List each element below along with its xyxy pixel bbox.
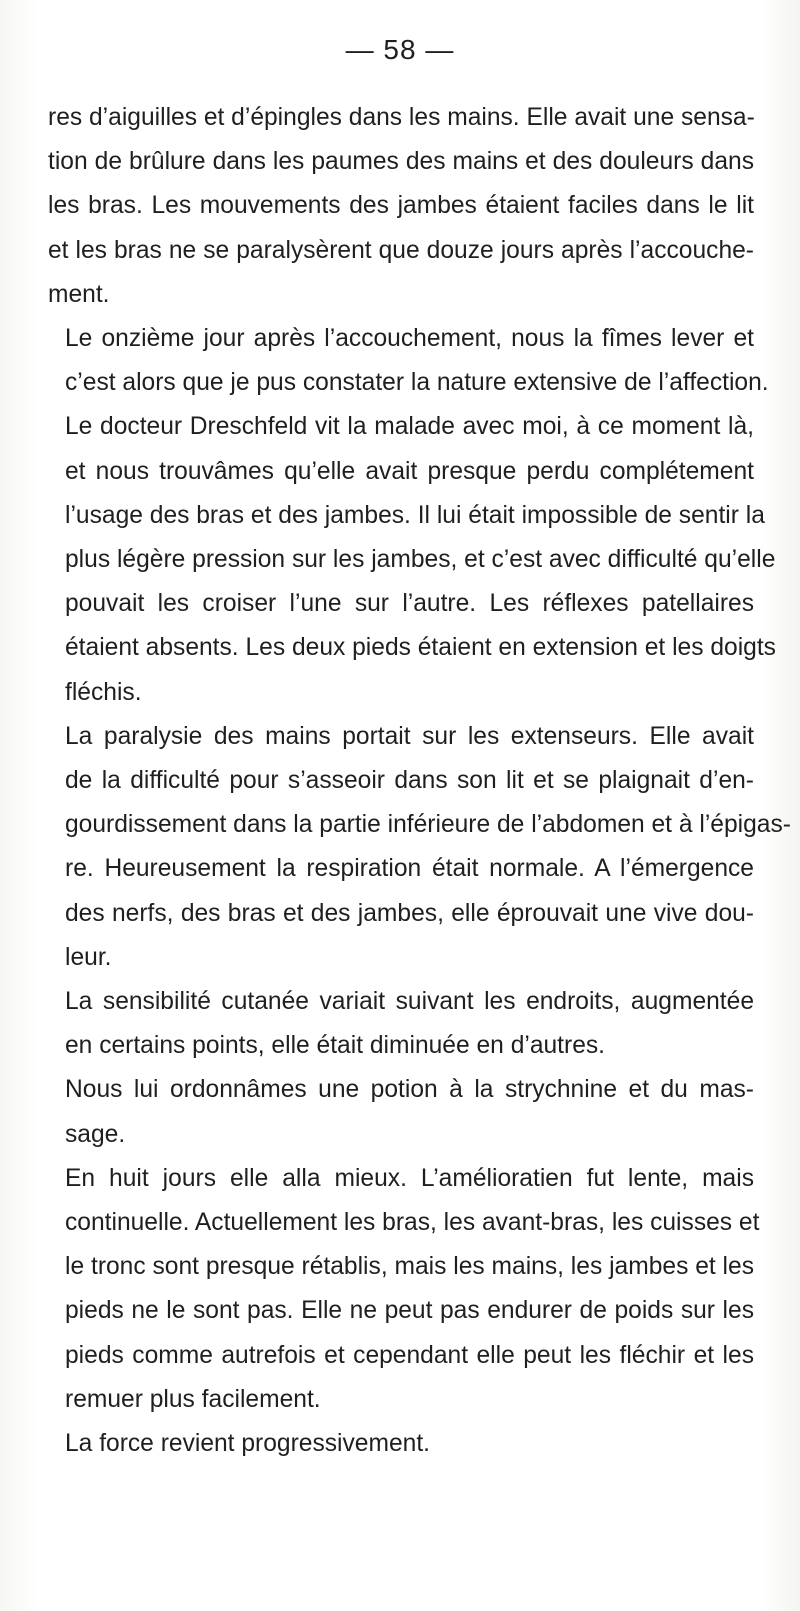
- text-line: le tronc sont presque rétablis, mais les mains, les jambes et les: [65, 1253, 754, 1281]
- text-line: tion de brûlure dans les paumes des mains et des douleurs dans: [48, 148, 754, 176]
- text-line: La paralysie des mains portait sur les extenseurs. Elle avait: [65, 722, 754, 750]
- paragraph: [48, 317, 776, 715]
- text-line: plus légère pression sur les jambes, et c’est avec difficulté qu’elle: [65, 546, 776, 574]
- text-line: pouvait les croiser l’une sur l’autre. Les réflexes patellaires: [65, 590, 754, 618]
- text-line: re. Heureusement la respiration était normale. A l’émergence: [65, 855, 754, 883]
- text-line: continuelle. Actuellement les bras, les avant-bras, les cuisses et: [65, 1209, 760, 1237]
- text-line: c’est alors que je pus constater la nature extensive de l’affection.: [65, 369, 769, 397]
- text-line: La force revient progressivement.: [65, 1430, 430, 1458]
- text-line: l’usage des bras et des jambes. Il lui était impossible de sentir la: [65, 501, 765, 529]
- text-line: res d’aiguilles et d’épingles dans les mains. Elle avait une sensa-: [48, 104, 755, 131]
- paragraph: [48, 1157, 760, 1422]
- text-line: et les bras ne se paralysèrent que douze jours après l’accouche-: [48, 236, 754, 264]
- page-number: — 58 —: [345, 34, 455, 65]
- text-line: ment.: [48, 280, 110, 308]
- text-line: gourdissement dans la partie inférieure de l’abdomen et à l’épigas-: [65, 811, 791, 839]
- text-line: les bras. Les mouvements des jambes étaient faciles dans le lit: [48, 192, 754, 220]
- text-line: La sensibilité cutanée variait suivant les endroits, augmentée: [65, 988, 754, 1016]
- paragraph: [48, 715, 791, 980]
- text-line: En huit jours elle alla mieux. L’amélioratien fut lente, mais: [65, 1164, 754, 1192]
- text-line: en certains points, elle était diminuée en d’autres.: [65, 1032, 606, 1060]
- text-line: Le docteur Dreschfeld vit la malade avec moi, à ce moment là,: [65, 413, 754, 441]
- text-line: pieds ne le sont pas. Elle ne peut pas endurer de poids sur les: [65, 1297, 754, 1325]
- paragraph: [48, 980, 754, 1068]
- text-line: remuer plus facilement.: [65, 1385, 321, 1413]
- text-line: Le onzième jour après l’accouchement, nous la fîmes lever et: [65, 325, 754, 353]
- text-line: des nerfs, des bras et des jambes, elle éprouvait une vive dou-: [65, 899, 754, 927]
- text-line: Nous lui ordonnâmes une potion à la strychnine et du mas-: [65, 1076, 754, 1104]
- text-line: de la difficulté pour s’asseoir dans son lit et se plaignait d’en-: [65, 767, 754, 795]
- text-line: sage.: [65, 1120, 126, 1148]
- body-text: [48, 96, 791, 1466]
- paragraph: [48, 96, 754, 317]
- text-line: étaient absents. Les deux pieds étaient en extension et les doigts: [65, 634, 776, 662]
- text-line: fléchis.: [65, 678, 142, 706]
- text-line: et nous trouvâmes qu’elle avait presque perdu complétement: [65, 457, 754, 485]
- text-line: pieds comme autrefois et cependant elle peut les fléchir et les: [65, 1341, 754, 1369]
- paragraph: [48, 1068, 754, 1156]
- paragraph: [48, 1422, 754, 1466]
- text-line: leur.: [65, 943, 112, 971]
